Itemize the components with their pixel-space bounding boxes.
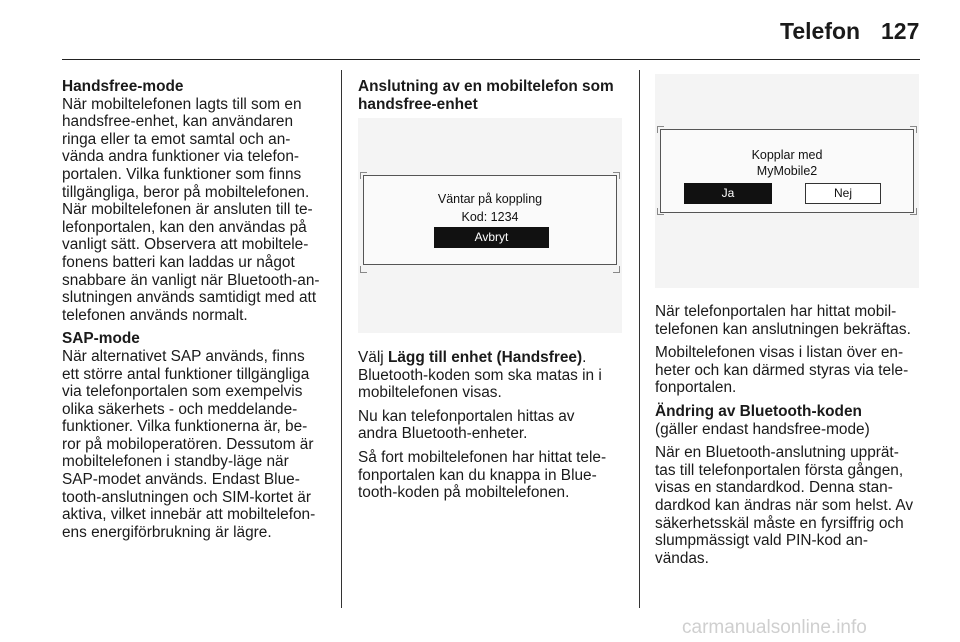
text-line: tillgängliga, beror på mobiltelefonen. xyxy=(62,183,310,201)
text-line: mobiltelefonen visas. xyxy=(358,384,502,402)
text-line: När telefonportalen har hittat mobil- xyxy=(655,303,897,320)
text-line: SAP-modet används. Endast Blue- xyxy=(62,471,300,489)
pairing-wait-text: Väntar på koppling xyxy=(437,192,543,206)
handsfree-heading: Handsfree-mode xyxy=(62,78,184,95)
cancel-button[interactable]: Avbryt xyxy=(434,227,549,248)
text-line: vända andra funktioner via telefon- xyxy=(62,148,299,166)
text-line: slumpmässigt vald PIN-kod an- xyxy=(655,532,868,550)
text-line: Bluetooth-koden som ska matas in i xyxy=(358,366,602,384)
text-line: telefonen kan anslutningen bekräftas. xyxy=(655,320,911,338)
text-line: Så fort mobiltelefonen har hittat tele- xyxy=(358,448,607,466)
device-name-text: MyMobile2 xyxy=(756,164,818,178)
text-line: aktiva, vilket innebär att mobiltelefon- xyxy=(62,506,316,524)
text-line: telefonen används normalt. xyxy=(62,306,248,324)
text-line: vändas. xyxy=(655,549,709,567)
handsfree-text xyxy=(62,96,337,325)
connect-heading-line: Anslutning av en mobiltelefon som xyxy=(358,78,614,95)
text-line: funktioner. Vilka funktionerna är, be- xyxy=(62,418,308,436)
text-line: olika säkerhets - och meddelande- xyxy=(62,400,298,418)
text-line: fonens batteri kan laddas ur något xyxy=(62,253,295,271)
text-line: ringa eller ta emot samtal och an- xyxy=(62,130,291,148)
page-number: 127 xyxy=(881,18,920,44)
text-line: Mobiltelefonen visas i listan över en- xyxy=(655,344,904,362)
confirm-dialog xyxy=(660,129,914,213)
column-1 xyxy=(62,78,337,541)
page-title: Telefon xyxy=(780,18,861,44)
header-divider xyxy=(62,59,920,60)
instruction-suffix: . xyxy=(582,349,587,366)
text-line: fonportalen. xyxy=(655,379,737,397)
sap-heading: SAP-mode xyxy=(62,330,140,348)
text-line: tooth-koden på mobiltelefonen. xyxy=(358,484,570,502)
text-line: tooth-anslutningen och SIM-kortet är xyxy=(62,488,311,506)
column-2 xyxy=(358,78,628,113)
pairing-screen-illustration xyxy=(358,118,622,333)
text-line: snabbare än vanligt när Bluetooth-an- xyxy=(62,271,320,289)
text-line: säkerhetsskäl måste en fyrsiffrig och xyxy=(655,514,904,532)
text-line: När en Bluetooth-anslutning upprät- xyxy=(655,444,899,462)
text-line: ett större antal funktioner tillgängliga xyxy=(62,365,310,383)
no-button[interactable]: Nej xyxy=(805,183,881,204)
text-line: När mobiltelefonen lagts till som en xyxy=(62,95,302,113)
watermark: carmanualsonline.info xyxy=(682,617,867,638)
change-code-heading: Ändring av Bluetooth-koden xyxy=(655,402,862,420)
select-instruction xyxy=(358,349,633,367)
text-line: dardkod kan ändras när som helst. Av xyxy=(655,496,914,514)
text-line: fonportalen kan du knappa in Blue- xyxy=(358,466,597,484)
text-line: mobiltelefonen i standby-läge när xyxy=(62,453,289,471)
column-divider-2 xyxy=(639,70,640,608)
text-line: ror på mobiloperatören. Dessutom är xyxy=(62,435,314,453)
confirm-screen-illustration xyxy=(655,74,919,288)
instruction-prefix: Välj xyxy=(358,349,388,366)
text-line: ens energiförbrukning är lägre. xyxy=(62,523,272,541)
text-line: visas en standardkod. Denna stan- xyxy=(655,479,893,497)
text-line: tas till telefonportalen första gången, xyxy=(655,461,904,479)
text-line: slutningen används samtidigt med att xyxy=(62,289,317,307)
text-line: andra Bluetooth-enheter. xyxy=(358,425,528,443)
column-divider-1 xyxy=(341,70,342,608)
text-line: heter och kan därmed styras via tele- xyxy=(655,361,909,379)
text-line: portalen. Vilka funktioner som finns xyxy=(62,165,302,183)
pairing-dialog xyxy=(363,175,617,265)
column-3-text xyxy=(655,303,930,567)
text-line: (gäller endast handsfree-mode) xyxy=(655,420,870,438)
menu-item-add-device: Lägg till enhet (Handsfree) xyxy=(387,349,583,366)
text-line: Nu kan telefonportalen hittas av xyxy=(358,407,575,425)
connect-heading-line: handsfree-enhet xyxy=(358,95,478,113)
text-line: via telefonportalen som exempelvis xyxy=(62,383,303,401)
text-line: lefonportalen, kan den användas på xyxy=(62,218,307,236)
column-2-text xyxy=(358,349,633,502)
text-line: När mobiltelefonen är ansluten till te- xyxy=(62,201,313,219)
pairing-code-text: Kod: 1234 xyxy=(461,210,519,224)
connecting-text: Kopplar med xyxy=(751,148,823,162)
yes-button[interactable]: Ja xyxy=(684,183,772,204)
text-line: När alternativet SAP används, finns xyxy=(62,347,305,365)
text-line: vanligt sätt. Observera att mobiltele- xyxy=(62,236,309,254)
text-line: handsfree-enhet, kan användaren xyxy=(62,113,294,131)
sap-text xyxy=(62,348,337,542)
